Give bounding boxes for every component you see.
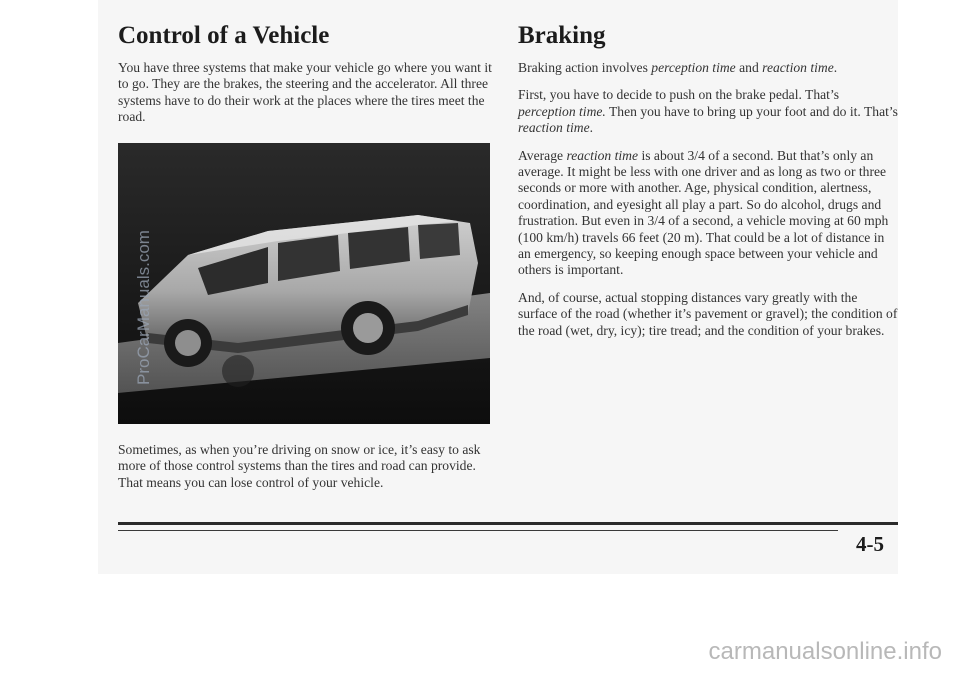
left-column bbox=[118, 22, 493, 134]
text-run: Then you have to bring up your foot and do it. That’s bbox=[605, 103, 898, 119]
text-run: Average bbox=[518, 147, 567, 163]
braking-paragraph-3 bbox=[518, 148, 898, 279]
bottom-watermark: carmanualsonline.info bbox=[708, 638, 942, 665]
braking-paragraph-4: And, of course, actual stopping distances vary greatly with the surface of the road (whether it’s pavement or gravel); the condition of the road (wet, dry, icy); tire tread; and the condition of your brakes. bbox=[518, 289, 898, 338]
text-run: Braking action involves bbox=[518, 60, 652, 75]
section-title-control: Control of a Vehicle bbox=[118, 22, 330, 49]
control-intro-paragraph: You have three systems that make your vehicle go where you want it to go. They are the brakes, the steering and the accelerator. All three systems have to do their work at the places where the tires meet the road. bbox=[118, 60, 492, 125]
term-perception-time: perception time. bbox=[518, 103, 606, 119]
minivan-photo bbox=[118, 143, 490, 424]
term-reaction-time: reaction time bbox=[566, 147, 639, 163]
braking-paragraph-1 bbox=[518, 60, 898, 76]
term-perception-time: perception time bbox=[651, 60, 736, 75]
braking-paragraph-2 bbox=[518, 87, 898, 136]
right-column bbox=[518, 22, 898, 347]
control-closing-paragraph: Sometimes, as when you’re driving on snow or ice, it’s easy to ask more of those control systems than the tires and road can provide. That means you can lose control of your vehicle. bbox=[118, 442, 481, 490]
minivan-illustration bbox=[118, 143, 490, 424]
text-run: is about 3/4 of a second. But that’s only an average. It might be less with one driver and as long as two or three seconds or more with another. Age, physical condition, alertness, coordination, and eyesight all play a part. So do alcohol, drugs and frustration. But even in 3/4 of a second, a vehicle moving at 60 mph (100 km/h) travels 66 feet (20 m). That could be a lot of distance in an emergency, so keeping enough space between your vehicle and others is important. bbox=[518, 147, 889, 278]
term-reaction-time: reaction time bbox=[518, 120, 590, 136]
footer-rule-thick bbox=[118, 522, 898, 525]
text-run: First, you have to decide to push on the brake pedal. That’s bbox=[518, 87, 840, 103]
footer-rule-thin bbox=[118, 530, 838, 531]
text-run: . bbox=[833, 60, 838, 75]
text-run: and bbox=[735, 60, 763, 75]
side-watermark: ProCarManuals.com bbox=[134, 230, 153, 385]
text-run: . bbox=[589, 120, 594, 136]
page-number: 4-5 bbox=[856, 532, 884, 556]
term-reaction-time: reaction time bbox=[762, 60, 834, 75]
section-title-braking: Braking bbox=[518, 22, 606, 49]
